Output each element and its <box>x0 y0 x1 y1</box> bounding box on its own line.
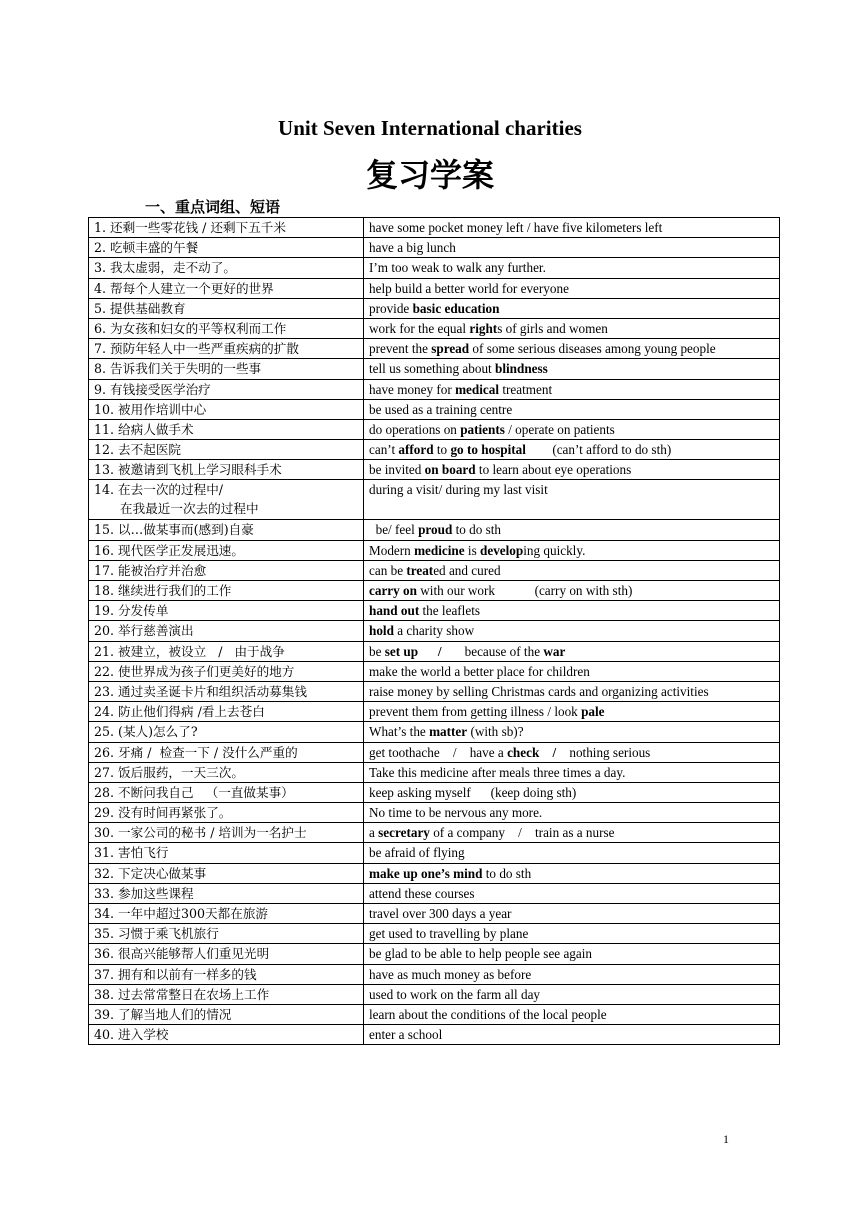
english-phrase-cell <box>364 843 780 863</box>
chinese-phrase-cell <box>89 863 364 883</box>
phrase-text: have a big lunch <box>369 240 456 256</box>
table-row <box>89 560 780 580</box>
table-row <box>89 944 780 964</box>
key-word: hold <box>369 623 394 639</box>
phrase-text: No time to be nervous any more. <box>369 805 543 821</box>
english-phrase-cell <box>364 399 780 419</box>
key-word: pale <box>581 704 605 720</box>
english-phrase-cell <box>364 944 780 964</box>
phrase-text: with our work (carry on with sth) <box>416 583 633 598</box>
chinese-phrase-cell <box>89 601 364 621</box>
table-row <box>89 742 780 762</box>
english-phrase-cell <box>364 379 780 399</box>
table-row <box>89 419 780 439</box>
english-phrase-cell <box>364 762 780 782</box>
key-word: / <box>437 643 442 659</box>
phrase-text: have some pocket money left / have five kilometers left <box>369 220 663 235</box>
chinese-phrase: 26. 牙痛 / 检查一下 / 没什么严重的 <box>94 744 298 760</box>
phrase-text: be glad to be able to help people see again <box>369 946 593 962</box>
phrase-text: prevent the <box>369 341 432 357</box>
phrase-text: tell us something about <box>369 361 496 377</box>
chinese-phrase: 22. 使世界成为孩子们更美好的地方 <box>94 663 295 679</box>
table-row <box>89 218 780 238</box>
key-word: develop <box>480 542 524 558</box>
table-row <box>89 359 780 379</box>
phrase-text: What’s the <box>369 724 430 740</box>
table-row <box>89 984 780 1004</box>
english-phrase-cell <box>364 661 780 681</box>
key-word: spread <box>431 341 470 357</box>
chinese-phrase: 38. 过去常常整日在农场上工作 <box>94 986 270 1002</box>
chinese-phrase: 3. 我太虚弱，走不动了。 <box>94 260 236 276</box>
chinese-phrase-cell <box>89 1025 364 1045</box>
chinese-phrase-cell <box>89 540 364 560</box>
phrase-text: make the world a better place for children <box>369 663 590 679</box>
chinese-phrase: 12. 去不起医院 <box>94 442 182 458</box>
phrase-text: the leaflets <box>419 603 480 619</box>
chinese-phrase: 14. 在去一次的过程中/ <box>94 482 224 498</box>
phrase-text: used to work on the farm all day <box>369 986 541 1002</box>
table-row <box>89 924 780 944</box>
chinese-phrase-cell <box>89 904 364 924</box>
chinese-phrase: 29. 没有时间再紧张了。 <box>94 805 232 821</box>
english-phrase-cell <box>364 964 780 984</box>
english-phrase-cell <box>364 883 780 903</box>
english-phrase-cell <box>364 581 780 601</box>
table-row <box>89 621 780 641</box>
chinese-phrase-cell <box>89 702 364 722</box>
table-row <box>89 278 780 298</box>
key-word: patients <box>460 421 505 437</box>
english-phrase-cell <box>364 480 780 520</box>
chinese-phrase-cell <box>89 419 364 439</box>
key-word: / <box>552 744 557 760</box>
phrase-text: Modern <box>369 542 415 558</box>
table-row <box>89 964 780 984</box>
page-number: 1 <box>723 1132 729 1146</box>
chinese-phrase-cell <box>89 984 364 1004</box>
phrase-table-body <box>89 218 780 1045</box>
phrase-text: a <box>369 825 379 841</box>
key-word: on board <box>424 462 476 478</box>
key-word: treat <box>406 562 434 578</box>
chinese-phrase-cell <box>89 823 364 843</box>
chinese-phrase-cell <box>89 258 364 278</box>
phrase-text: keep asking myself (keep doing sth) <box>369 784 577 800</box>
chinese-phrase: 33. 参加这些课程 <box>94 885 194 901</box>
table-row <box>89 520 780 540</box>
phrase-text: learn about the conditions of the local people <box>369 1006 607 1022</box>
chinese-phrase: 39. 了解当地人们的情况 <box>94 1006 232 1022</box>
phrase-text: attend these courses <box>369 885 475 901</box>
phrase-text: be used as a training centre <box>369 401 513 417</box>
table-row <box>89 782 780 802</box>
chinese-phrase: 15. 以…做某事而(感到)自豪 <box>94 522 254 538</box>
chinese-phrase-cell <box>89 560 364 580</box>
chinese-phrase-cell <box>89 641 364 661</box>
phrase-text: enter a school <box>369 1027 443 1043</box>
phrase-text: / operate on patients <box>504 421 615 437</box>
chinese-phrase: 7. 预防年轻人中一些严重疾病的扩散 <box>94 341 299 357</box>
chinese-phrase-cell <box>89 460 364 480</box>
english-phrase-cell <box>364 298 780 318</box>
key-word: medical <box>455 381 500 397</box>
table-row <box>89 318 780 338</box>
chinese-phrase: 32. 下定决心做某事 <box>94 865 207 881</box>
table-row <box>89 803 780 823</box>
chinese-phrase: 27. 饭后服药，一天三次。 <box>94 764 244 780</box>
phrase-text: have money for <box>369 381 456 397</box>
phrase-text: treatment <box>499 381 553 397</box>
key-word: set up <box>384 643 419 659</box>
phrase-text: get used to travelling by plane <box>369 926 529 942</box>
phrase-text: (with sb)? <box>467 724 524 740</box>
section-heading: 一、重点词组、短语 <box>145 198 281 216</box>
english-phrase-cell <box>364 984 780 1004</box>
english-phrase-cell <box>364 258 780 278</box>
english-phrase-cell <box>364 440 780 460</box>
chinese-phrase: 2. 吃顿丰盛的午餐 <box>94 240 199 256</box>
chinese-phrase-cell <box>89 480 364 520</box>
table-row <box>89 823 780 843</box>
english-phrase-cell <box>364 863 780 883</box>
chinese-phrase: 19. 分发传单 <box>94 603 169 619</box>
chinese-phrase-cell <box>89 298 364 318</box>
table-row <box>89 601 780 621</box>
chinese-phrase-cell <box>89 944 364 964</box>
english-phrase-cell <box>364 339 780 359</box>
chinese-phrase: 21. 被建立，被设立 / 由于战争 <box>94 643 285 659</box>
key-word: medicine <box>414 542 465 558</box>
english-phrase-cell <box>364 218 780 238</box>
chinese-phrase-cell <box>89 278 364 298</box>
phrase-text: of some serious diseases among young people <box>469 341 716 357</box>
phrase-text: raise money by selling Christmas cards and organizing activities <box>369 683 709 699</box>
table-row <box>89 843 780 863</box>
phrase-text: can’t <box>369 442 399 458</box>
phrase-text: nothing serious <box>556 744 651 760</box>
chinese-phrase: 5. 提供基础教育 <box>94 300 186 316</box>
chinese-phrase-cell <box>89 742 364 762</box>
phrase-table <box>88 217 780 1045</box>
phrase-text: of a company / train as a nurse <box>429 825 615 841</box>
english-phrase-cell <box>364 278 780 298</box>
english-phrase-cell <box>364 1004 780 1024</box>
english-phrase-cell <box>364 359 780 379</box>
chinese-phrase-cell <box>89 621 364 641</box>
key-word: war <box>543 643 566 659</box>
chinese-phrase: 30. 一家公司的秘书 / 培训为一名护士 <box>94 825 307 841</box>
key-word: make up one’s mind <box>369 865 483 881</box>
table-row <box>89 258 780 278</box>
key-word: go to hospital <box>450 442 526 458</box>
english-phrase-cell <box>364 681 780 701</box>
english-phrase-cell <box>364 318 780 338</box>
phrase-text: to do sth <box>482 865 532 881</box>
chinese-phrase: 20. 举行慈善演出 <box>94 623 194 639</box>
chinese-phrase: 28. 不断问我自己 （一直做某事） <box>94 784 294 800</box>
english-phrase-cell <box>364 601 780 621</box>
chinese-phrase-cell <box>89 440 364 460</box>
chinese-phrase-cell <box>89 803 364 823</box>
chinese-phrase: 6. 为女孩和妇女的平等权利而工作 <box>94 320 287 336</box>
table-row <box>89 863 780 883</box>
table-row <box>89 762 780 782</box>
table-row <box>89 661 780 681</box>
chinese-phrase-cell <box>89 843 364 863</box>
table-row <box>89 379 780 399</box>
phrase-text: be/ feel <box>369 522 419 538</box>
phrase-text: have as much money as before <box>369 966 532 982</box>
chinese-phrase: 23. 通过卖圣诞卡片和组织活动募集钱 <box>94 683 307 699</box>
key-word: secretary <box>378 825 430 841</box>
key-word: blindness <box>495 361 548 377</box>
key-word: right <box>469 320 498 336</box>
english-phrase-cell <box>364 722 780 742</box>
chinese-phrase: 34. 一年中超过300天都在旅游 <box>94 906 269 921</box>
chinese-phrase-cell <box>89 722 364 742</box>
key-word: check <box>507 744 540 760</box>
chinese-phrase: 35. 习惯于乘飞机旅行 <box>94 926 219 942</box>
key-word: hand out <box>369 603 420 619</box>
english-phrase-cell <box>364 823 780 843</box>
chinese-phrase: 40. 进入学校 <box>94 1027 169 1043</box>
phrase-text: is <box>464 542 480 558</box>
chinese-phrase-cell <box>89 681 364 701</box>
phrase-text: travel over 300 days a year <box>369 906 512 921</box>
chinese-phrase-cell <box>89 581 364 601</box>
table-row <box>89 722 780 742</box>
phrase-text: provide <box>369 300 413 316</box>
table-row <box>89 339 780 359</box>
english-phrase-cell <box>364 641 780 661</box>
chinese-phrase: 36. 很高兴能够帮人们重见光明 <box>94 946 270 962</box>
table-row <box>89 702 780 722</box>
chinese-phrase-cell <box>89 924 364 944</box>
chinese-phrase-cell <box>89 661 364 681</box>
table-row <box>89 681 780 701</box>
phrase-text: get toothache / have a <box>369 744 508 760</box>
chinese-phrase: 10. 被用作培训中心 <box>94 401 207 417</box>
chinese-phrase-cell <box>89 964 364 984</box>
chinese-phrase: 18. 继续进行我们的工作 <box>94 583 232 598</box>
phrase-text: I’m too weak to walk any further. <box>369 260 546 276</box>
document-title: Unit Seven International charities <box>278 116 582 140</box>
phrase-text: be afraid of flying <box>369 845 465 861</box>
phrase-text: ing quickly. <box>523 542 586 558</box>
english-phrase-cell <box>364 460 780 480</box>
key-word: afford <box>398 442 434 458</box>
chinese-phrase-cell <box>89 318 364 338</box>
phrase-text: a charity show <box>393 623 475 639</box>
table-row <box>89 641 780 661</box>
phrase-text: because of the <box>441 643 544 659</box>
phrase-text: (can’t afford to do sth) <box>525 442 672 458</box>
chinese-phrase-cell <box>89 520 364 540</box>
english-phrase-cell <box>364 904 780 924</box>
chinese-phrase-cell <box>89 339 364 359</box>
key-word: carry on <box>369 583 417 598</box>
english-phrase-cell <box>364 560 780 580</box>
table-row <box>89 883 780 903</box>
table-row <box>89 399 780 419</box>
english-phrase-cell <box>364 924 780 944</box>
phrase-text: help build a better world for everyone <box>369 280 569 296</box>
chinese-phrase: 1. 还剩一些零花钱 / 还剩下五千米 <box>94 220 286 235</box>
chinese-phrase-cell <box>89 399 364 419</box>
table-row <box>89 440 780 460</box>
phrase-text: be invited <box>369 462 425 478</box>
table-row <box>89 581 780 601</box>
key-word: proud <box>418 522 453 538</box>
phrase-text: s of girls and women <box>497 320 608 336</box>
chinese-phrase: 8. 告诉我们关于失明的一些事 <box>94 361 262 377</box>
document-subtitle: 复习学案 <box>365 156 494 194</box>
table-row <box>89 298 780 318</box>
chinese-phrase: 13. 被邀请到飞机上学习眼科手术 <box>94 462 282 478</box>
chinese-phrase: 24. 防止他们得病 /看上去苍白 <box>94 704 265 720</box>
chinese-phrase-cell <box>89 883 364 903</box>
english-phrase-cell <box>364 520 780 540</box>
chinese-phrase: 9. 有钱接受医学治疗 <box>94 381 211 397</box>
english-phrase-cell <box>364 702 780 722</box>
table-row <box>89 1025 780 1045</box>
phrase-text: work for the equal <box>369 320 470 336</box>
chinese-phrase-cell <box>89 238 364 258</box>
english-phrase-cell <box>364 1025 780 1045</box>
table-row <box>89 480 780 520</box>
table-row <box>89 540 780 560</box>
phrase-text: can be <box>369 562 407 578</box>
key-word: basic education <box>412 300 500 316</box>
table-row <box>89 1004 780 1024</box>
chinese-phrase-cell <box>89 379 364 399</box>
chinese-phrase: 16. 现代医学正发展迅速。 <box>94 542 244 558</box>
phrase-text <box>539 745 552 760</box>
phrase-text: to do sth <box>452 522 502 538</box>
chinese-phrase-continued: 在我最近一次去的过程中 <box>120 501 259 517</box>
chinese-phrase: 25. (某人)怎么了? <box>94 724 198 740</box>
english-phrase-cell <box>364 742 780 762</box>
table-row <box>89 460 780 480</box>
chinese-phrase: 17. 能被治疗并治愈 <box>94 562 207 578</box>
table-row <box>89 904 780 924</box>
chinese-phrase: 37. 拥有和以前有一样多的钱 <box>94 966 257 982</box>
chinese-phrase-cell <box>89 762 364 782</box>
english-phrase-cell <box>364 238 780 258</box>
english-phrase-cell <box>364 419 780 439</box>
phrase-text: ed and cured <box>433 562 501 578</box>
phrase-text: do operations on <box>369 421 461 437</box>
phrase-text: Take this medicine after meals three times a day. <box>369 764 626 780</box>
english-phrase-cell <box>364 621 780 641</box>
chinese-phrase-cell <box>89 218 364 238</box>
phrase-text: to learn about eye operations <box>475 462 632 478</box>
english-phrase-cell <box>364 540 780 560</box>
chinese-phrase-cell <box>89 359 364 379</box>
chinese-phrase-cell <box>89 1004 364 1024</box>
english-phrase-cell <box>364 782 780 802</box>
chinese-phrase: 31. 害怕飞行 <box>94 845 169 861</box>
chinese-phrase: 4. 帮每个人建立一个更好的世界 <box>94 280 274 296</box>
phrase-text <box>418 644 438 659</box>
chinese-phrase: 11. 给病人做手术 <box>94 421 194 437</box>
phrase-text: be <box>369 643 385 659</box>
table-row <box>89 238 780 258</box>
phrase-text: to <box>433 442 451 458</box>
phrase-text: prevent them from getting illness / look <box>369 704 582 720</box>
key-word: matter <box>429 724 468 740</box>
phrase-text: during a visit/ during my last visit <box>369 482 548 498</box>
chinese-phrase-cell <box>89 782 364 802</box>
english-phrase-cell <box>364 803 780 823</box>
